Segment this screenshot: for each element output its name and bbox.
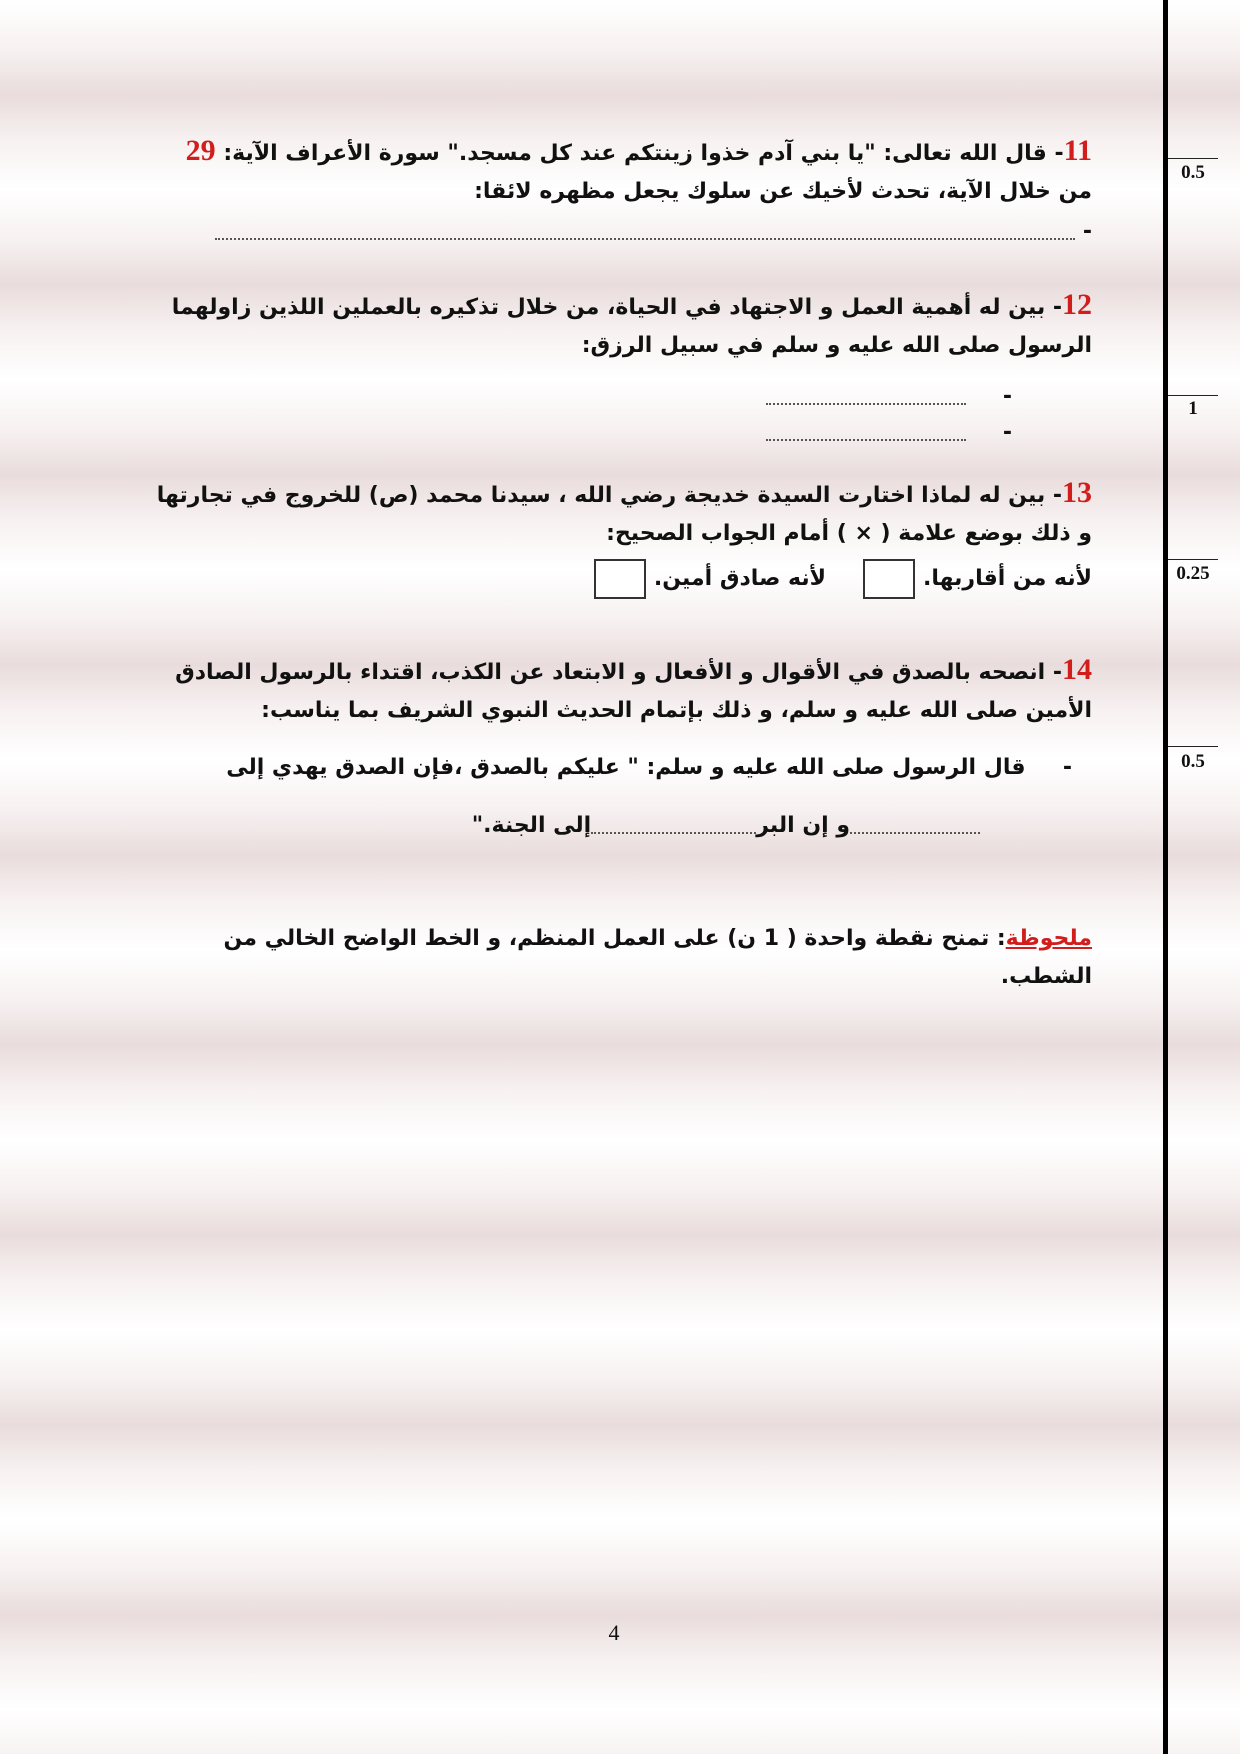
- note: [132, 920, 1092, 996]
- question-13-line2: و ذلك بوضع علامة ( × ) أمام الجواب الصحيح:: [606, 521, 1092, 546]
- mark-q11: 0.5: [1181, 162, 1205, 183]
- hadith-dash: -: [1062, 755, 1072, 780]
- question-number: 11: [1063, 134, 1092, 167]
- hadith-line-2[interactable]: [472, 806, 980, 846]
- mark-divider: [1168, 746, 1218, 747]
- option-1-label: لأنه من أقاربها.: [923, 566, 1092, 591]
- dotted-line: [766, 389, 966, 405]
- question-14-text: - انصحه بالصدق في الأقوال و الأفعال و الابتعاد عن الكذب، اقتداء بالرسول الصادق: [175, 660, 1062, 685]
- verse-number: 29: [185, 134, 216, 167]
- hadith-text: قال الرسول صلى الله عليه و سلم: " عليكم بالصدق ،فإن الصدق يهدي إلى: [226, 755, 1026, 780]
- dotted-line: [591, 818, 756, 834]
- answer-line[interactable]: [766, 416, 1012, 450]
- question-14-line1: [132, 651, 1092, 692]
- option-2-label: لأنه صادق أمين.: [653, 566, 826, 591]
- question-12: [132, 286, 1092, 365]
- question-12-text: - بين له أهمية العمل و الاجتهاد في الحياة، من خلال تذكيره بالعملين اللذين زاولهما: [171, 295, 1062, 320]
- question-13-line1: [132, 474, 1092, 515]
- question-14-line2: الأمين صلى الله عليه و سلم، و ذلك بإتمام الحديث النبوي الشريف بما يناسب:: [261, 698, 1092, 723]
- dotted-line: [850, 818, 980, 834]
- question-11-line1: [132, 132, 1092, 173]
- option-2-checkbox[interactable]: [594, 559, 646, 599]
- mark-divider: [1168, 559, 1218, 560]
- option-1-checkbox[interactable]: [863, 559, 915, 599]
- answer-dash: -: [1002, 420, 1012, 445]
- question-number: 14: [1062, 653, 1092, 686]
- question-12-line2: الرسول صلى الله عليه و سلم في سبيل الرزق:: [581, 333, 1092, 358]
- question-number: 13: [1062, 476, 1092, 509]
- mark-q13: 0.25: [1176, 563, 1210, 584]
- hadith-part-2b: إلى الجنة.": [471, 813, 592, 838]
- question-14: [132, 651, 1092, 730]
- mark-divider: [1168, 395, 1218, 396]
- mark-divider: [1168, 158, 1218, 159]
- question-number: 12: [1062, 288, 1092, 321]
- note-text: : تمنح نقطة واحدة ( 1 ن) على العمل المنظم، و الخط الواضح الخالي من الشطب.: [223, 926, 1092, 989]
- note-label: ملحوظة: [1005, 926, 1092, 951]
- dotted-line: [215, 224, 1075, 240]
- question-13-text: - بين له لماذا اختارت السيدة خديجة رضي الله ، سيدنا محمد (ص) للخروج في تجارتها: [156, 483, 1062, 508]
- question-12-line1: [132, 286, 1092, 327]
- hadith-line-1: [152, 748, 1072, 788]
- page-number: 4: [608, 1620, 620, 1645]
- mark-q12: 1: [1188, 398, 1198, 419]
- hadith-part-2a: و إن البر: [756, 813, 850, 838]
- mark-q14: 0.5: [1181, 751, 1205, 772]
- answer-dash: -: [1002, 384, 1012, 409]
- margin-line: [1163, 0, 1168, 1754]
- question-13: [132, 474, 1092, 599]
- answer-dash: -: [1082, 219, 1092, 244]
- options-row: [132, 559, 1092, 599]
- question-11-text: - قال الله تعالى: "يا بني آدم خذوا زينتكم عند كل مسجد." سورة الأعراف الآية:: [223, 141, 1064, 166]
- dotted-line: [766, 425, 966, 441]
- answer-line[interactable]: [766, 380, 1012, 414]
- question-11-line2: من خلال الآية، تحدث لأخيك عن سلوك يجعل مظهره لائقا:: [474, 179, 1092, 204]
- answer-line[interactable]: [132, 213, 1092, 251]
- question-11: [132, 132, 1092, 251]
